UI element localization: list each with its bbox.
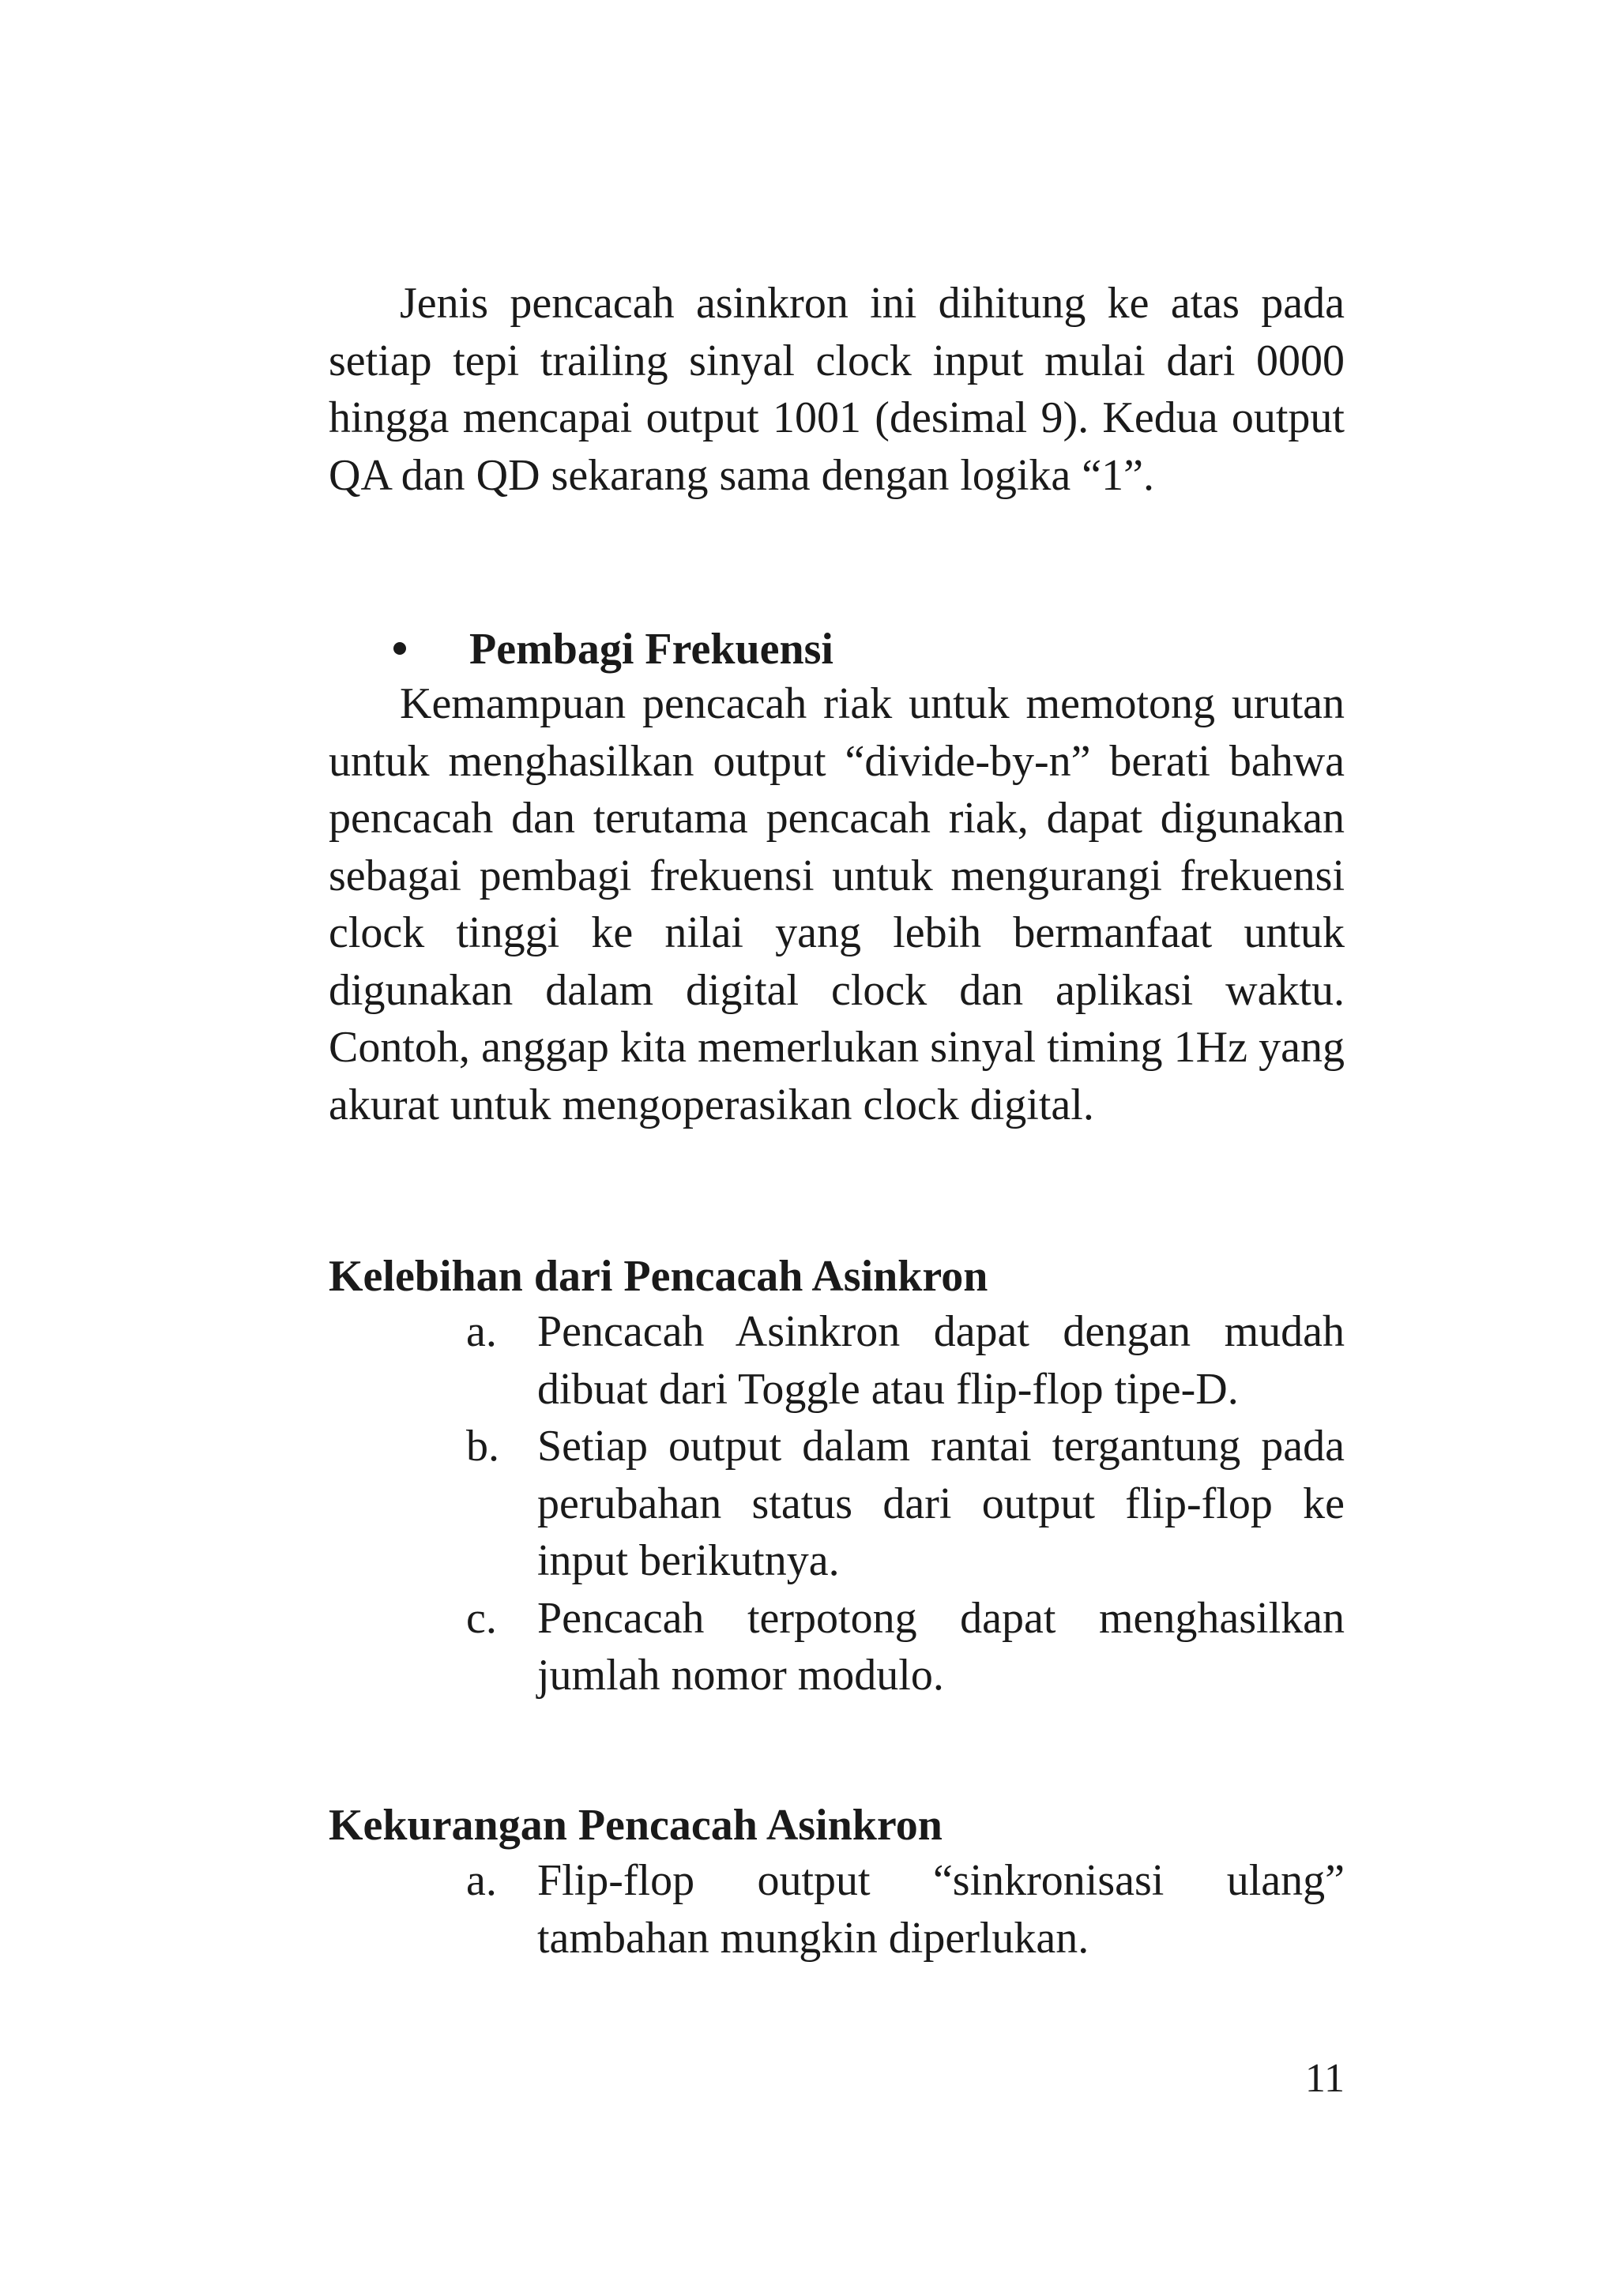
bullet-heading	[393, 621, 833, 678]
list-item-text: Setiap output dalam rantai tergantung pada perubahan status dari output flip-flop ke input berikutnya.	[537, 1422, 1345, 1585]
list-item-text: Pencacah Asinkron dapat dengan mudah dibuat dari Toggle atau flip-flop tipe-D.	[537, 1307, 1345, 1414]
disadvantages-heading: Kekurangan Pencacah Asinkron	[329, 1801, 943, 1850]
list-item-text: Flip-flop output “sinkronisasi ulang” tambahan mungkin diperlukan.	[537, 1856, 1345, 1963]
bullet-dot-icon	[393, 642, 406, 655]
intro-paragraph: Jenis pencacah asinkron ini dihitung ke atas pada setiap tepi trailing sinyal clock input mulai dari 0000 hingga mencapai output 1001 (desimal 9). Kedua output QA dan QD sekarang sama dengan logika “1”.	[329, 279, 1345, 500]
list-item-text: Pencacah terpotong dapat menghasilkan jumlah nomor modulo.	[537, 1593, 1345, 1700]
list-item	[466, 1590, 1345, 1704]
bullet-heading-text: Pembagi Frekuensi	[469, 625, 833, 674]
advantages-heading: Kelebihan dari Pencacah Asinkron	[329, 1252, 988, 1301]
list-item	[466, 1852, 1345, 1967]
list-marker: a.	[466, 1856, 497, 1905]
list-item	[466, 1418, 1345, 1590]
disadvantages-list	[466, 1852, 1345, 1967]
advantages-list	[466, 1303, 1345, 1704]
frequency-divider-paragraph: Kemampuan pencacah riak untuk memotong urutan untuk menghasilkan output “divide-by-n” berati bahwa pencacah dan terutama pencacah riak, dapat digunakan sebagai pembagi frekuensi untuk mengurangi frekuensi clock tinggi ke nilai yang lebih bermanfaat untuk digunakan dalam digital clock dan aplikasi waktu. Contoh, anggap kita memerlukan sinyal timing 1Hz yang akurat untuk mengoperasikan clock digital.	[329, 679, 1345, 1129]
list-item	[466, 1303, 1345, 1418]
list-marker: a.	[466, 1307, 497, 1356]
page-number: 11	[1304, 2056, 1345, 2101]
list-marker: b.	[466, 1422, 499, 1471]
list-marker: c.	[466, 1593, 497, 1643]
